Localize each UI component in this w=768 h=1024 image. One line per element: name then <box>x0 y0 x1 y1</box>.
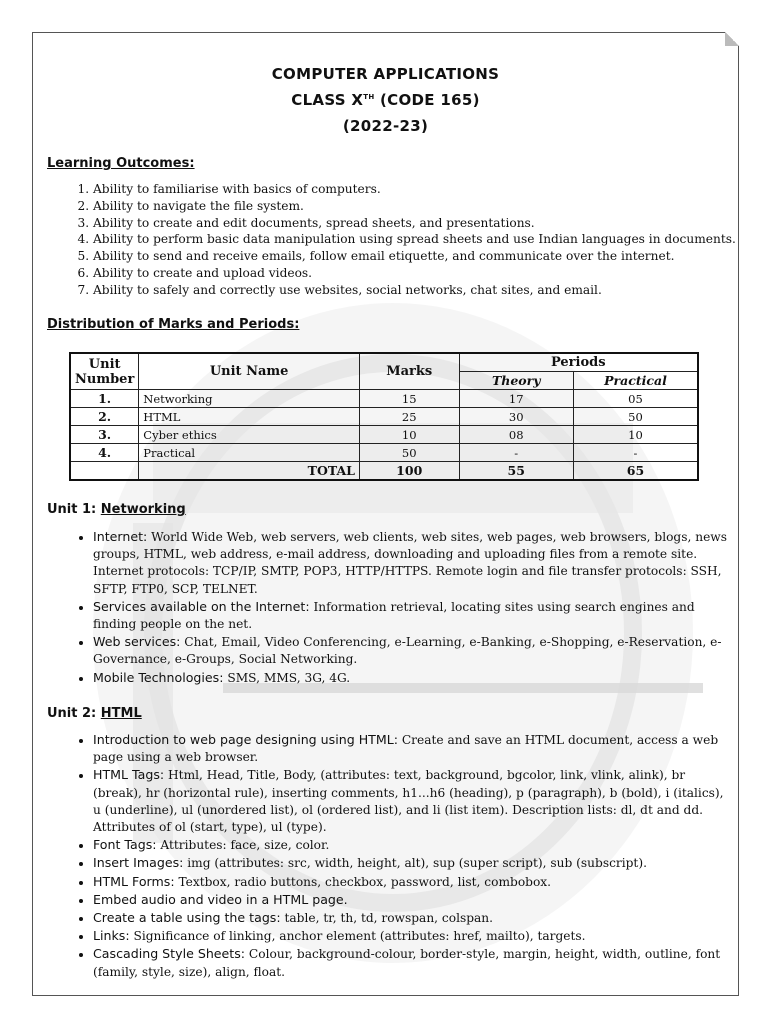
list-item <box>93 836 733 854</box>
topic-text: World Wide Web, web servers, web clients, web sites, web pages, web browsers, blogs, news groups, HTML, web address, e-mail address, downloading and uploading files from a remote site. Internet protocols: TCP/IP, SMTP, POP3, HTTP/HTTPS. Remote login and file transfer protocols: SSH, SFTP, FTP0, SCP, TELNET. <box>93 530 727 596</box>
theory-cell: 17 <box>459 390 573 408</box>
document-page <box>32 32 739 996</box>
topic-text: Significance of linking, anchor element (attributes: href, mailto), targets. <box>129 929 586 944</box>
table-row <box>70 390 698 408</box>
theory-cell: - <box>459 444 573 462</box>
list-item <box>93 633 733 668</box>
list-item: 3. Ability to create and edit documents, spread sheets, and presentations. <box>93 215 753 232</box>
marks-cell: 10 <box>359 426 459 444</box>
learning-outcomes-heading: Learning Outcomes: <box>47 156 195 171</box>
list-item: 1. Ability to familiarise with basics of computers. <box>93 181 753 198</box>
col-header-unit-number: Unit Number <box>70 353 139 390</box>
marks-cell: 25 <box>359 408 459 426</box>
theory-cell: 30 <box>459 408 573 426</box>
practical-cell: 05 <box>573 390 698 408</box>
topic-key: Introduction to web page designing using HTML: <box>93 732 398 747</box>
unit2-prefix: Unit 2: <box>47 706 101 721</box>
unit1-title: Networking <box>100 502 186 517</box>
col-header-unit-name: Unit Name <box>139 353 360 390</box>
topic-key: Embed audio and video in a HTML page. <box>93 891 348 907</box>
class-prefix: CLASS X <box>291 91 364 109</box>
class-superscript: TH <box>363 93 375 101</box>
total-theory: 55 <box>459 462 573 481</box>
learning-outcomes-list <box>47 181 753 299</box>
col-header-periods: Periods <box>459 353 698 372</box>
total-marks: 100 <box>359 462 459 481</box>
practical-cell: 10 <box>573 426 698 444</box>
topic-text: SMS, MMS, 3G, 4G. <box>223 670 351 685</box>
unit2-title: HTML <box>100 706 142 721</box>
topic-key: HTML Forms: <box>93 873 175 889</box>
topic-key: Font Tags: <box>93 837 157 853</box>
unit1-heading <box>47 502 186 517</box>
unit1-prefix: Unit 1: <box>47 502 101 517</box>
unit-name-cell: Practical <box>139 444 360 462</box>
doc-title: COMPUTER APPLICATIONS <box>271 65 500 83</box>
topic-text: Chat, Email, Video Conferencing, e-Learning, e-Banking, e-Shopping, e-Reservation, e-Governance, e-Groups, Social Networking. <box>93 635 722 667</box>
topic-key: Create a table using the tags: <box>93 910 281 926</box>
empty-cell <box>70 462 139 481</box>
topic-key: Web services: <box>93 634 181 650</box>
list-item <box>93 891 733 909</box>
unit-number-cell: 2. <box>70 408 139 426</box>
table-row <box>70 444 698 462</box>
marks-cell: 15 <box>359 390 459 408</box>
list-item: 6. Ability to create and upload videos. <box>93 265 753 282</box>
marks-table <box>69 352 699 481</box>
practical-cell: 50 <box>573 408 698 426</box>
topic-text: img (attributes: src, width, height, alt), sup (super script), sub (subscript). <box>183 856 647 871</box>
list-item: 2. Ability to navigate the file system. <box>93 198 753 215</box>
topic-key: Internet: <box>93 529 148 544</box>
topic-key: Links: <box>93 928 130 944</box>
topic-text: Colour, background-colour, border-style, margin, height, width, outline, font (family, style, size), align, float. <box>93 947 721 979</box>
theory-cell: 08 <box>459 426 573 444</box>
table-total-row <box>70 462 698 481</box>
topic-key: Insert Images: <box>93 855 184 871</box>
list-item <box>93 528 733 598</box>
distribution-heading: Distribution of Marks and Periods: <box>47 317 300 332</box>
topic-key: Services available on the Internet: <box>93 598 310 614</box>
list-item: 5. Ability to send and receive emails, follow email etiquette, and communicate over the internet. <box>93 248 753 265</box>
topic-text: table, tr, th, td, rowspan, colspan. <box>280 911 494 926</box>
list-item: 7. Ability to safely and correctly use websites, social networks, chat sites, and email. <box>93 282 753 299</box>
unit2-topics-list <box>47 731 733 981</box>
practical-cell: - <box>573 444 698 462</box>
topic-key: Mobile Technologies: <box>93 669 224 685</box>
table-row <box>70 408 698 426</box>
unit-name-cell: HTML <box>139 408 360 426</box>
topic-text: Create and save an HTML document, access a web page using a web browser. <box>93 733 719 765</box>
unit-number-cell: 3. <box>70 426 139 444</box>
topic-text: Attributes: face, size, color. <box>156 838 330 853</box>
unit-name-cell: Cyber ethics <box>139 426 360 444</box>
class-code: (CODE 165) <box>374 91 480 109</box>
total-practical: 65 <box>573 462 698 481</box>
col-header-marks: Marks <box>359 353 459 390</box>
list-item <box>93 945 733 980</box>
list-item <box>93 731 733 766</box>
list-item: 4. Ability to perform basic data manipulation using spread sheets and use Indian languages in documents. <box>93 231 753 248</box>
list-item <box>93 766 733 836</box>
list-item <box>93 909 733 927</box>
marks-cell: 50 <box>359 444 459 462</box>
topic-text: Information retrieval, locating sites using search engines and finding people on the net. <box>93 599 695 632</box>
unit-number-cell: 1. <box>70 390 139 408</box>
list-item <box>93 873 733 891</box>
topic-text: Html, Head, Title, Body, (attributes: text, background, bgcolor, link, vlink, alink), br (break), hr (horizontal rule), inserting comments, h1...h6 (heading), p (paragraph), b (bold), i (italics), u (underline), ul (unordered list), ol (ordered list), and li (list item). Description lists: dl, dt and dd. Attributes of ol (start, type), ul (type). <box>93 768 724 835</box>
unit1-topics-list <box>47 528 733 687</box>
list-item <box>93 598 733 633</box>
table-row <box>70 426 698 444</box>
total-label: TOTAL <box>139 462 360 481</box>
doc-year: (2022-23) <box>342 117 429 135</box>
topic-text: Textbox, radio buttons, checkbox, password, list, combobox. <box>174 874 552 889</box>
list-item <box>93 854 733 872</box>
unit2-heading <box>47 706 142 721</box>
topic-key: HTML Tags: <box>93 767 165 783</box>
col-header-practical: Practical <box>573 372 698 390</box>
unit-name-cell: Networking <box>139 390 360 408</box>
topic-key: Cascading Style Sheets: <box>93 946 246 962</box>
list-item <box>93 927 733 945</box>
doc-class-line <box>33 91 738 109</box>
list-item <box>93 669 733 687</box>
unit-number-cell: 4. <box>70 444 139 462</box>
col-header-theory: Theory <box>459 372 573 390</box>
